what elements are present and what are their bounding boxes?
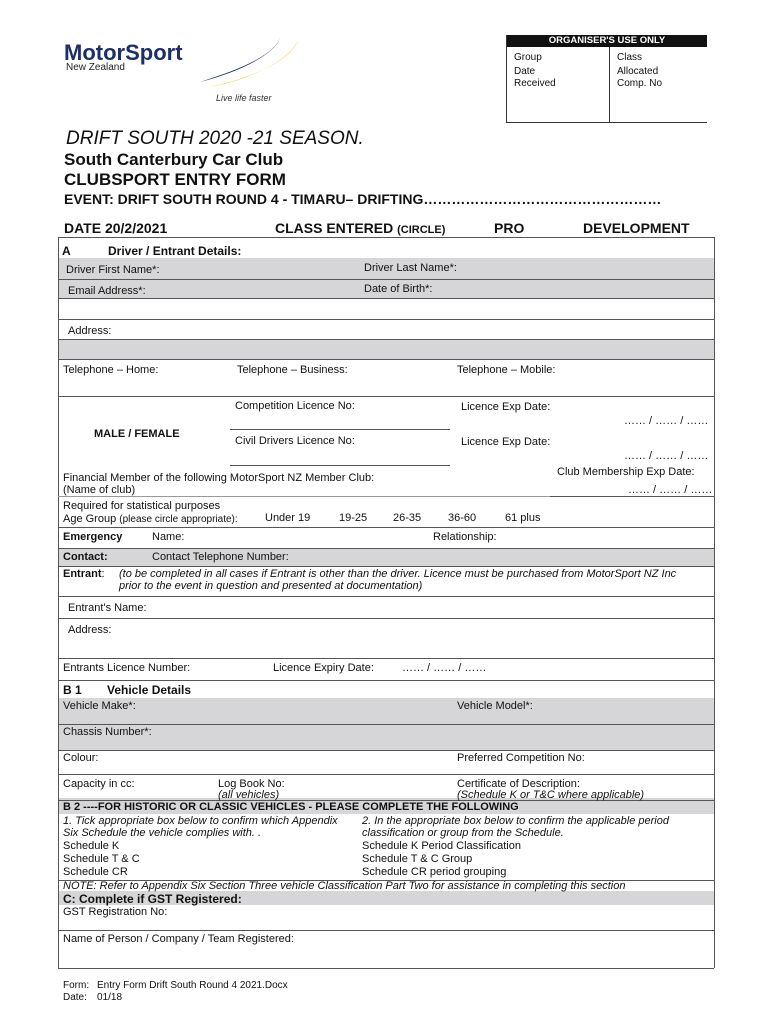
footer-form-value: Entry Form Drift South Round 4 2021.Docx (97, 980, 288, 991)
club-title: South Canterbury Car Club (64, 150, 284, 169)
name-of-club-label: (Name of club) (63, 484, 136, 496)
age-option-3[interactable]: 26-35 (393, 512, 422, 524)
licence-exp-date-1: …… / …… / …… (624, 415, 709, 427)
entrant-name-label: Entrant's Name: (68, 602, 147, 614)
schedule-k-option[interactable]: Schedule K (63, 840, 120, 852)
emergency-label: Emergency (63, 531, 123, 543)
name-registered-label: Name of Person / Company / Team Registered: (63, 933, 294, 945)
section-b1-title: Vehicle Details (107, 683, 192, 697)
chassis-label: Chassis Number*: (63, 726, 152, 738)
footer-form-label: Form: (63, 980, 90, 991)
schedule-cr-period-option[interactable]: Schedule CR period grouping (362, 866, 507, 878)
dob-label: Date of Birth*: (364, 283, 433, 295)
tel-home-label: Telephone – Home: (63, 364, 159, 376)
emergency-name-label: Name: (152, 531, 185, 543)
tel-mobile-label: Telephone – Mobile: (457, 364, 556, 376)
footer-date-label: Date: (63, 992, 87, 1003)
section-b1-letter: B 1 (63, 683, 82, 697)
class-pro-option[interactable]: PRO (494, 220, 525, 236)
event-date: DATE 20/2/2021 (64, 220, 168, 236)
schedule-cr-option[interactable]: Schedule CR (63, 866, 128, 878)
age-option-4[interactable]: 36-60 (448, 512, 477, 524)
vehicle-make-label: Vehicle Make*: (63, 700, 136, 712)
entrant-note-1: (to be completed in all cases if Entrant is other than the driver. Licence must be purchased from MotorSport NZ Inc (119, 568, 677, 580)
colour-label: Colour: (63, 752, 99, 764)
entrant-note-2: prior to the event in question and presented at documentation) (119, 580, 423, 592)
logbook-label: Log Book No: (218, 778, 285, 790)
organiser-comp-no: Comp. No (617, 78, 663, 89)
b2-right-line-1: 2. In the appropriate box below to confirm the applicable period (362, 815, 669, 827)
entrant-label: Entrant: (63, 568, 105, 580)
club-exp-date: …… / …… / …… (628, 484, 713, 496)
schedule-tc-option[interactable]: Schedule T & C (63, 853, 140, 865)
contact-label: Contact: (63, 551, 108, 563)
organiser-group: Group (514, 52, 542, 63)
entrant-licence-label: Entrants Licence Number: (63, 662, 191, 674)
b2-right-line-2: classification or group from the Schedule. (362, 827, 564, 839)
financial-member-label: Financial Member of the following MotorSport NZ Member Club: (63, 472, 375, 484)
relationship-label: Relationship: (433, 531, 497, 543)
organiser-class: Class (617, 52, 643, 63)
male-female-option[interactable]: MALE / FEMALE (94, 428, 180, 440)
entrant-licence-exp-label: Licence Expiry Date: (273, 662, 374, 674)
stats-label: Required for statistical purposes (63, 500, 221, 512)
organiser-received: Received (514, 78, 556, 89)
section-a-letter: A (62, 244, 71, 258)
entrant-address-label: Address: (68, 624, 112, 636)
cert-label: Certificate of Description: (457, 778, 580, 790)
class-development-option[interactable]: DEVELOPMENT (583, 220, 690, 236)
age-option-2[interactable]: 19-25 (339, 512, 368, 524)
section-c-title: C: Complete if GST Registered: (63, 892, 242, 906)
event-title: EVENT: DRIFT SOUTH ROUND 4 - TIMARU– DRIFTING…………………………………………… (64, 191, 662, 207)
logo-brand: MotorSport (64, 40, 183, 65)
cert-note: (Schedule K or T&C where applicable) (457, 789, 645, 801)
age-option-1[interactable]: Under 19 (265, 512, 311, 524)
logbook-note: (all vehicles) (218, 789, 280, 801)
email-label: Email Address*: (68, 285, 146, 297)
entrant-licence-exp-date: …… / …… / …… (402, 662, 487, 674)
class-entered-label: CLASS ENTERED (CIRCLE) (275, 220, 446, 236)
section-a-title: Driver / Entrant Details: (108, 244, 242, 258)
logo-country: New Zealand (66, 62, 125, 73)
footer-date-value: 01/18 (97, 992, 123, 1003)
address-label: Address: (68, 325, 112, 337)
form-title: CLUBSPORT ENTRY FORM (64, 170, 286, 189)
b2-left-line-1: 1. Tick appropriate box below to confirm which Appendix (63, 815, 338, 827)
age-group-label: Age Group (please circle appropriate): (63, 513, 238, 525)
b2-note: NOTE: Refer to Appendix Six Section Three vehicle Classification Part Two for assistance in completing this section (63, 880, 626, 892)
schedule-k-period-option[interactable]: Schedule K Period Classification (362, 840, 521, 852)
licence-exp-label-2: Licence Exp Date: (461, 436, 551, 448)
logo-tagline: Live life faster (216, 93, 272, 103)
organiser-heading: ORGANISER'S USE ONLY (507, 35, 707, 47)
licence-exp-date-2: …… / …… / …… (624, 450, 709, 462)
first-name-label: Driver First Name*: (66, 264, 160, 276)
section-b2-title: B 2 ----FOR HISTORIC OR CLASSIC VEHICLES - PLEASE COMPLETE THE FOLLOWING (63, 801, 519, 813)
capacity-label: Capacity in cc: (63, 778, 135, 790)
contact-tel-label: Contact Telephone Number: (152, 551, 289, 563)
last-name-label: Driver Last Name*: (364, 262, 457, 274)
vehicle-model-label: Vehicle Model*: (457, 700, 533, 712)
organiser-date: Date (514, 66, 536, 77)
organiser-box (506, 35, 707, 123)
civil-licence-label: Civil Drivers Licence No: (235, 435, 355, 447)
season-title: DRIFT SOUTH 2020 -21 SEASON. (66, 128, 364, 149)
comp-licence-label: Competition Licence No: (235, 400, 355, 412)
club-exp-label: Club Membership Exp Date: (557, 466, 695, 478)
organiser-allocated: Allocated (617, 66, 659, 77)
licence-exp-label-1: Licence Exp Date: (461, 401, 551, 413)
b2-left-line-2: Six Schedule the vehicle complies with. . (63, 827, 262, 839)
preferred-comp-label: Preferred Competition No: (457, 752, 585, 764)
schedule-tc-group-option[interactable]: Schedule T & C Group (362, 853, 473, 865)
age-option-5[interactable]: 61 plus (505, 512, 541, 524)
gst-label: GST Registration No: (63, 906, 168, 918)
tel-business-label: Telephone – Business: (237, 364, 348, 376)
